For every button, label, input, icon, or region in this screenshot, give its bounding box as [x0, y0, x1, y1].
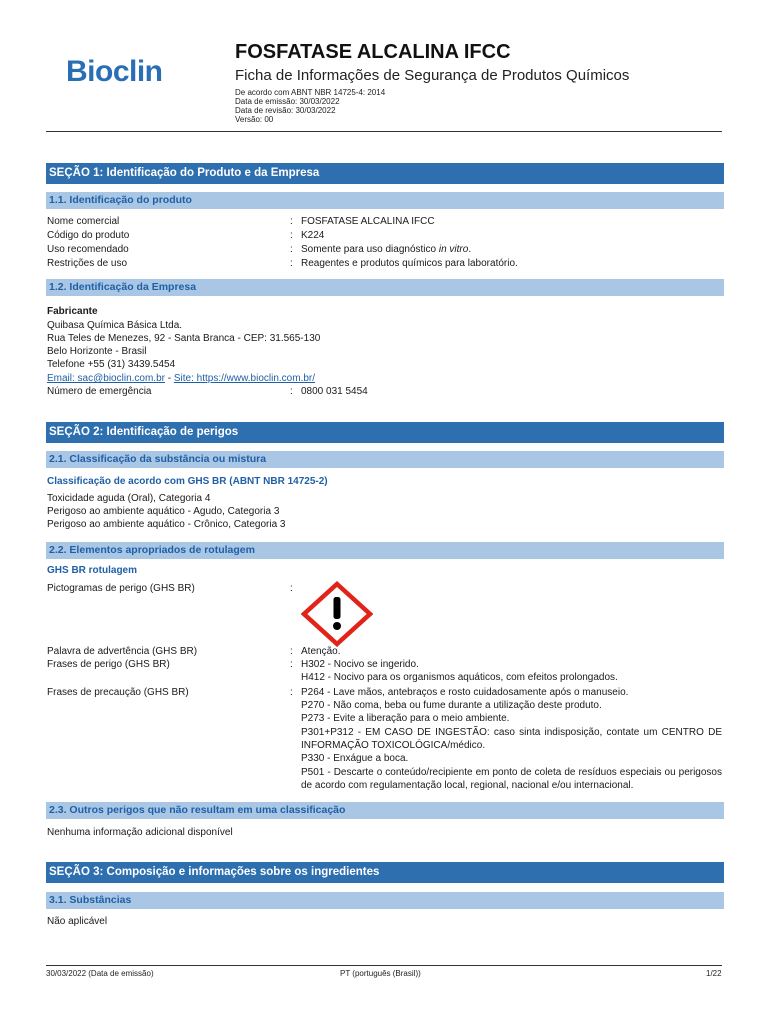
colon: : [290, 687, 293, 698]
precaution-statement: P270 - Não coma, beba ou fume durante a utilização deste produto. [301, 700, 602, 711]
labelling-heading: GHS BR rotulagem [47, 565, 138, 576]
value-signal-word: Atenção. [301, 646, 341, 657]
label-pictograms: Pictogramas de perigo (GHS BR) [47, 583, 195, 594]
meta-standard: De acordo com ABNT NBR 14725-4: 2014 [235, 88, 386, 97]
precaution-statement: P264 - Lave mãos, antebraços e rosto cuidadosamente após o manuseio. [301, 687, 629, 698]
label-recommended-use: Uso recomendado [47, 244, 129, 255]
label-signal-word: Palavra de advertência (GHS BR) [47, 646, 198, 657]
email-link[interactable]: Email: sac@bioclin.com.br [47, 373, 165, 384]
ghs-exclamation-pictogram-icon [301, 581, 373, 647]
company-name: Quibasa Química Básica Ltda. [47, 320, 183, 331]
document-meta [235, 88, 385, 124]
classification-item: Perigoso ao ambiente aquático - Crônico, Categoria 3 [47, 519, 286, 530]
hazard-statement: H412 - Nocivo para os organismos aquáticos, com efeitos prolongados. [301, 672, 618, 683]
colon: : [290, 244, 293, 255]
hazard-statement: H302 - Nocivo se ingerido. [301, 659, 419, 670]
bioclin-logo: Bioclin [66, 55, 163, 88]
subsection-1-2-header: 1.2. Identificação da Empresa [46, 279, 724, 296]
substances-text: Não aplicável [47, 916, 108, 927]
link-separator: - [164, 373, 174, 384]
label-hazard-statements: Frases de perigo (GHS BR) [47, 659, 170, 670]
value-recommended-use [301, 243, 471, 256]
precaution-statement: P301+P312 - EM CASO DE INGESTÃO: caso sinta indisposição, contate um CENTRO DE INFORMAÇÃO TOXICOLÓGICA/médico. [301, 727, 722, 751]
colon: : [290, 230, 293, 241]
classification-item: Toxicidade aguda (Oral), Categoria 4 [47, 493, 211, 504]
colon: : [290, 216, 293, 227]
label-precautionary-statements: Frases de precaução (GHS BR) [47, 687, 189, 698]
precaution-statement: P273 - Evite a liberação para o meio ambiente. [301, 713, 510, 724]
subsection-2-2-header: 2.2. Elementos apropriados de rotulagem [46, 542, 724, 559]
section-3-header: SEÇÃO 3: Composição e informações sobre os ingredientes [46, 862, 724, 883]
label-product-code: Código do produto [47, 230, 130, 241]
subsection-1-1-header: 1.1. Identificação do produto [46, 192, 724, 209]
value-trade-name: FOSFATASE ALCALINA IFCC [301, 216, 435, 227]
company-city: Belo Horizonte - Brasil [47, 346, 147, 357]
header-divider [46, 131, 722, 132]
value-product-code: K224 [301, 230, 325, 241]
colon: : [290, 583, 293, 594]
value-recommended-use-italic: in vitro [438, 244, 469, 255]
subsection-3-1-header: 3.1. Substâncias [46, 892, 724, 909]
classification-item: Perigoso ao ambiente aquático - Agudo, Categoria 3 [47, 506, 280, 517]
value-restrictions: Reagentes e produtos químicos para laboratório. [301, 258, 518, 269]
meta-version: Versão: 00 [235, 115, 274, 124]
footer-language: PT (português (Brasil)) [340, 969, 421, 978]
precaution-statement: P330 - Enxágue a boca. [301, 753, 409, 764]
subsection-2-3-header: 2.3. Outros perigos que não resultam em uma classificação [46, 802, 724, 819]
footer-issue-date: 30/03/2022 (Data de emissão) [46, 969, 154, 978]
site-link[interactable]: Site: https://www.bioclin.com.br/ [173, 373, 316, 384]
company-phone: Telefone +55 (31) 3439.5454 [47, 359, 176, 370]
value-recommended-use-text: Somente para uso diagnóstico [301, 244, 439, 255]
colon: : [290, 659, 293, 670]
meta-issue-date: Data de emissão: 30/03/2022 [235, 97, 340, 106]
label-restrictions: Restrições de uso [47, 258, 128, 269]
section-1-header: SEÇÃO 1: Identificação do Produto e da Empresa [46, 163, 724, 184]
classification-heading: Classificação de acordo com GHS BR (ABNT NBR 14725-2) [47, 476, 328, 487]
document-title: FOSFATASE ALCALINA IFCC [235, 41, 511, 63]
label-emergency: Número de emergência [47, 386, 152, 397]
manufacturer-label: Fabricante [47, 306, 98, 317]
colon: : [290, 646, 293, 657]
precaution-statement: P501 - Descarte o conteúdo/recipiente em ponto de coleta de resíduos especiais ou perigosos de acordo com regulamentação local, regional, nacional e/ou internacional. [301, 767, 722, 791]
footer-page-number: 1/22 [706, 969, 722, 978]
colon: : [290, 386, 293, 397]
company-address: Rua Teles de Menezes, 92 - Santa Branca - CEP: 31.565-130 [47, 333, 321, 344]
subsection-2-1-header: 2.1. Classificação da substância ou mistura [46, 451, 724, 468]
meta-revision-date: Data de revisão: 30/03/2022 [235, 106, 336, 115]
value-recommended-use-end: . [468, 244, 472, 255]
value-emergency: 0800 031 5454 [301, 386, 368, 397]
contact-links [47, 372, 315, 385]
other-hazards-text: Nenhuma informação adicional disponível [47, 827, 233, 838]
label-trade-name: Nome comercial [47, 216, 120, 227]
section-2-header: SEÇÃO 2: Identificação de perigos [46, 422, 724, 443]
colon: : [290, 258, 293, 269]
document-subtitle: Ficha de Informações de Segurança de Produtos Químicos [235, 67, 630, 84]
footer-divider [46, 965, 722, 966]
